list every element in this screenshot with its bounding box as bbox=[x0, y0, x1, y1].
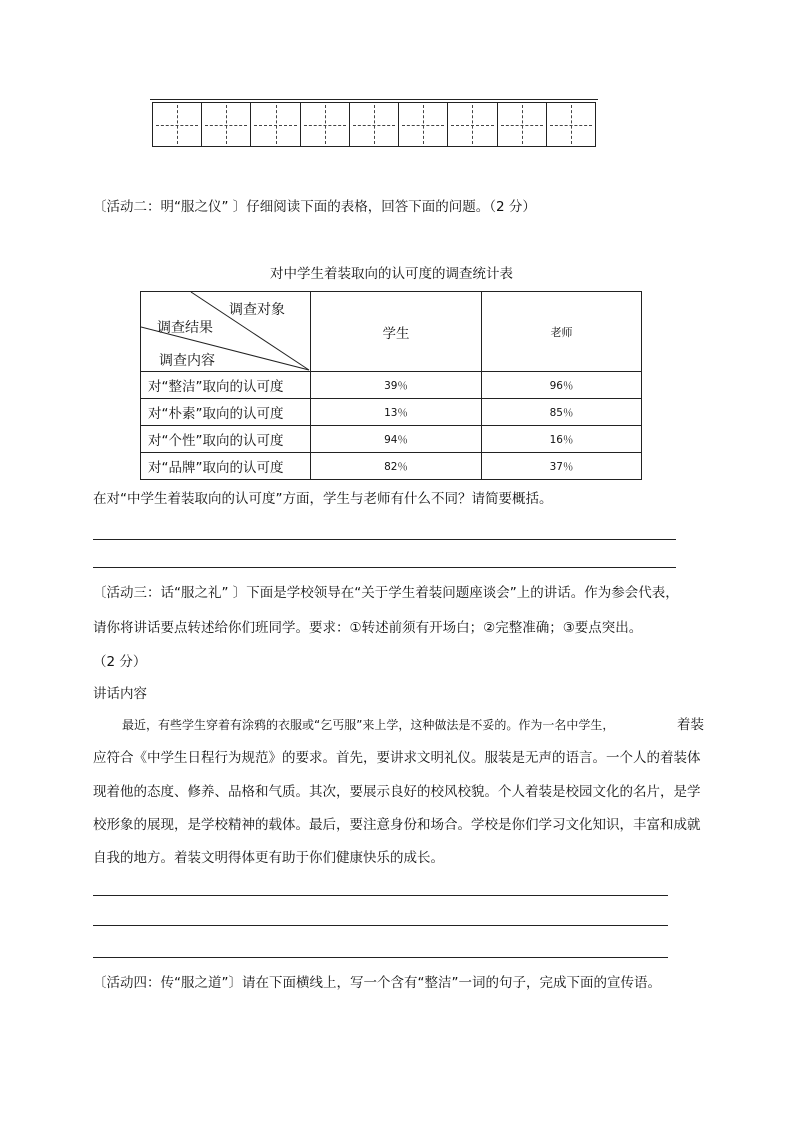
grid-cell[interactable] bbox=[153, 103, 202, 146]
grid-cell[interactable] bbox=[399, 103, 448, 146]
activity2-question: 在对“中学生着装取向的认可度”方面，学生与老师有什么不同？请简要概括。 bbox=[93, 491, 553, 507]
row-item: 对“朴素”取向的认可度 bbox=[141, 399, 311, 426]
writing-grid[interactable] bbox=[152, 102, 596, 147]
survey-table bbox=[140, 291, 642, 480]
row-students-value: 13％ bbox=[311, 399, 482, 426]
answer-line[interactable] bbox=[93, 895, 668, 896]
row-teachers-value: 16％ bbox=[482, 426, 642, 453]
diagonal-header-cell bbox=[141, 292, 311, 372]
table-row bbox=[141, 399, 642, 426]
grid-top-border bbox=[150, 99, 598, 100]
diag-label-result: 调查结果 bbox=[157, 320, 213, 336]
activity3-heading-line1: 〔活动三：话“服之礼” 〕下面是学校领导在“关于学生着装问题座谈会”上的讲话。作为参会代表， bbox=[93, 585, 679, 601]
grid-cell[interactable] bbox=[448, 103, 497, 146]
grid-cell[interactable] bbox=[202, 103, 251, 146]
row-teachers-value: 37％ bbox=[482, 453, 642, 480]
table-row bbox=[141, 372, 642, 399]
row-students-value: 39％ bbox=[311, 372, 482, 399]
speech-line: 自我的地方。着装文明得体更有助于你们健康快乐的成长。 bbox=[93, 850, 444, 866]
header-students: 学生 bbox=[311, 292, 482, 372]
row-students-value: 94％ bbox=[311, 426, 482, 453]
row-item: 对“品牌”取向的认可度 bbox=[141, 453, 311, 480]
speech-line: 校形象的展现，是学校精神的载体。最后，要注意身份和场合。学校是你们学习文化知识，丰富和成就 bbox=[93, 817, 701, 833]
activity4-heading: 〔活动四：传“服之道”〕请在下面横线上，写一个含有“整洁”一词的句子，完成下面的宣传语。 bbox=[93, 975, 661, 991]
row-teachers-value: 85％ bbox=[482, 399, 642, 426]
table-row bbox=[141, 426, 642, 453]
speech-line: 应符合《中学生日程行为规范》的要求。首先，要讲求文明礼仪。服装是无声的语言。一个人的着装体 bbox=[93, 750, 701, 766]
speech-line: 最近，有些学生穿着有涂鸦的衣服或“乞丐服”来上学，这种做法是不妥的。作为一名中学生， bbox=[122, 718, 615, 732]
activity3-score: （2 分） bbox=[93, 654, 147, 670]
activity2-heading: 〔活动二：明“服之仪” 〕仔细阅读下面的表格，回答下面的问题。（2 分） bbox=[93, 199, 536, 215]
grid-cell[interactable] bbox=[251, 103, 300, 146]
diag-label-object: 调查对象 bbox=[229, 302, 285, 318]
row-teachers-value: 96％ bbox=[482, 372, 642, 399]
table-row bbox=[141, 453, 642, 480]
table-header-row bbox=[141, 292, 642, 372]
speech-label: 讲话内容 bbox=[93, 686, 147, 702]
speech-line: 现着他的态度、修养、品格和气质。其次，要展示良好的校风校貌。个人着装是校园文化的名片，是学 bbox=[93, 784, 701, 800]
answer-line[interactable] bbox=[93, 539, 676, 540]
speech-line-end: 着装 bbox=[677, 717, 704, 733]
row-students-value: 82％ bbox=[311, 453, 482, 480]
grid-cell[interactable] bbox=[301, 103, 350, 146]
answer-line[interactable] bbox=[93, 567, 676, 568]
answer-line[interactable] bbox=[93, 957, 668, 958]
answer-line[interactable] bbox=[93, 925, 668, 926]
grid-cell[interactable] bbox=[498, 103, 547, 146]
grid-cell[interactable] bbox=[547, 103, 595, 146]
table-title: 对中学生着装取向的认可度的调查统计表 bbox=[270, 266, 513, 282]
header-teachers: 老师 bbox=[482, 292, 642, 372]
diag-label-content: 调查内容 bbox=[159, 353, 215, 369]
row-item: 对“个性”取向的认可度 bbox=[141, 426, 311, 453]
grid-cell[interactable] bbox=[350, 103, 399, 146]
row-item: 对“整洁”取向的认可度 bbox=[141, 372, 311, 399]
activity3-heading-line2: 请你将讲话要点转述给你们班同学。要求：①转述前须有开场白；②完整准确；③要点突出。 bbox=[93, 620, 643, 636]
